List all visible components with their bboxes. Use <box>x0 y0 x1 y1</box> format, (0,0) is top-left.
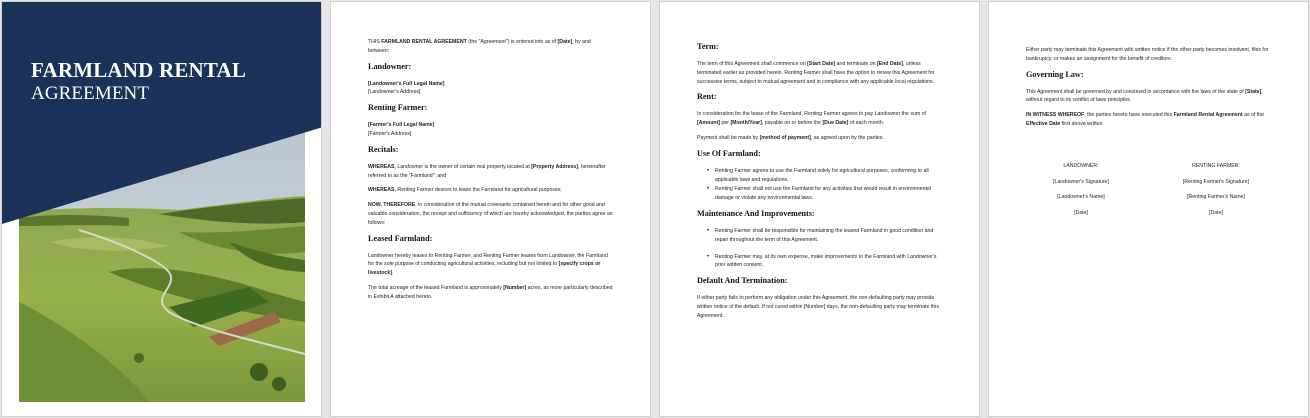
witness-paragraph: IN WITNESS WHEREOF, the parties hereto have executed this Farmland Rental Agreement as of the Effective Date first above written. <box>1026 112 1264 127</box>
page-4[interactable] <box>988 1 1309 417</box>
rent-paragraph-1: In consideration for the lease of the Farmland, Renting Farmer agrees to pay Landowner the sum of [Amount] per [Month/Year], payable on or before the [Due Date] of each month. <box>697 111 926 127</box>
cover-title-bold: FARMLAND RENTAL <box>31 58 247 82</box>
term-heading: Term: <box>697 42 719 51</box>
landowner-address-field: [Landowner's Address] <box>368 89 421 96</box>
use-of-farmland-heading: Use Of Farmland: <box>697 148 761 158</box>
rent-heading: Rent: <box>697 92 717 102</box>
landowner-signature-column <box>1026 162 1136 224</box>
farmer-address-field: [Farmer's Address] <box>368 130 412 137</box>
landowner-name-line[interactable]: [Landowner's Name] <box>1057 194 1105 200</box>
leased-farmland-heading: Leased Farmland: <box>368 233 433 243</box>
farmer-name-field: [Farmer's Full Legal Name] <box>368 122 435 129</box>
cover-title-regular: AGREEMENT <box>31 83 150 104</box>
farmer-signature-line[interactable]: [Renting Farmer's Signature] <box>1182 178 1250 185</box>
landowner-block <box>368 80 613 98</box>
landowner-label: LANDOWNER: <box>1063 163 1099 169</box>
landowner-name-field: [Landowner's Full Legal Name] <box>368 80 445 87</box>
page-3-content <box>697 36 942 327</box>
landowner-signature-line[interactable]: [Landowner's Signature] <box>1053 178 1109 185</box>
list-item: • Renting Farmer may, at its own expense, make improvements to the Farmland with Landowner's prior written consent. <box>707 253 942 271</box>
cover-title <box>31 58 246 106</box>
list-item: • Renting Farmer shall not use the Farmland for any activities that would result in environmental damage or violate any environmental laws. <box>707 185 942 203</box>
recital-2: WHEREAS, Renting Farmer desires to lease the Farmland for agricultural purposes; <box>368 187 562 194</box>
landowner-heading: Landowner: <box>368 61 412 71</box>
landowner-date-line[interactable]: [Date] <box>1074 209 1088 216</box>
leased-paragraph-1: Landowner hereby leases to Renting Farmer, and Renting Farmer leases from Landowner, the Farmland for the sole purpose of conducting agricultural activities, including but not limited to [specify crops or livestock]. <box>368 252 608 277</box>
signature-block <box>1026 162 1271 224</box>
page-2[interactable] <box>330 1 651 417</box>
leased-paragraph-2: The total acreage of the leased Farmland is approximately [Number] acres, as more particularly described in Exhibit A attached hereto. <box>368 284 613 300</box>
list-item: • Renting Farmer agrees to use the Farmland solely for agricultural purposes, conforming to all applicable laws and regulations. <box>707 167 942 185</box>
farmer-label: RENTING FARMER: <box>1192 163 1240 169</box>
cover-title-band <box>2 2 322 262</box>
default-termination-heading: Default And Termination: <box>697 276 788 286</box>
maintenance-list <box>707 227 942 270</box>
farmer-date-line[interactable]: [Date] <box>1209 209 1223 216</box>
farmer-name-line[interactable]: [Renting Farmer's Name] <box>1187 194 1245 200</box>
farmer-block <box>368 121 613 139</box>
farmer-signature-column <box>1161 162 1271 224</box>
cover-page[interactable] <box>1 1 322 417</box>
recitals-heading: Recitals: <box>368 144 399 154</box>
page-2-content <box>368 38 613 308</box>
use-list <box>707 167 942 203</box>
term-paragraph: The term of this Agreement shall commence on [Start Date] and terminate on [End Date], unless terminated earlier as provided herein. Renting Farmer shall have the option to renew this Agreement for successive terms, subject to mutual agreement and in compliance with any applicable local regulations. <box>697 61 935 85</box>
page-3[interactable] <box>659 1 980 417</box>
termination-paragraph: Either party may terminate this Agreement with written notice if the other party becomes insolvent, files for bankruptcy, or makes an assignment for the benefit of creditors. <box>1026 47 1269 62</box>
governing-law-paragraph: This Agreement shall be governed by and construed in accordance with the laws of the state of [State], without regard to its conflict of laws principles. <box>1026 88 1263 104</box>
renting-farmer-heading: Renting Farmer: <box>368 103 428 113</box>
recital-3: NOW, THEREFORE, in consideration of the mutual covenants contained herein and for other good and valuable consideration, the receipt and sufficiency of which are hereby acknowledged, the parties agree as follows: <box>368 202 613 226</box>
intro-paragraph: THIS FARMLAND RENTAL AGREEMENT (the "Agreement") is entered into as of [Date], by and between: <box>368 39 591 54</box>
list-item: • Renting Farmer shall be responsible for maintaining the leased Farmland in good condition and repair throughout the term of this Agreement. <box>707 227 942 245</box>
maintenance-heading: Maintenance And Improvements: <box>697 208 815 218</box>
recital-1: WHEREAS, Landowner is the owner of certain real property located at [Property Address], hereinafter referred to as the "Farmland"; and <box>368 163 606 179</box>
governing-law-heading: Governing Law: <box>1026 69 1084 79</box>
page-4-content <box>1026 46 1271 135</box>
rent-paragraph-2: Payment shall be made by [method of payment], as agreed upon by the parties. <box>697 134 884 141</box>
default-paragraph: If either party fails to perform any obligation under this Agreement, the non-defaulting party may provide written notice of the default. If not cured within [Number] days, the non-defaulting party may terminate this Agreement. <box>697 295 939 319</box>
